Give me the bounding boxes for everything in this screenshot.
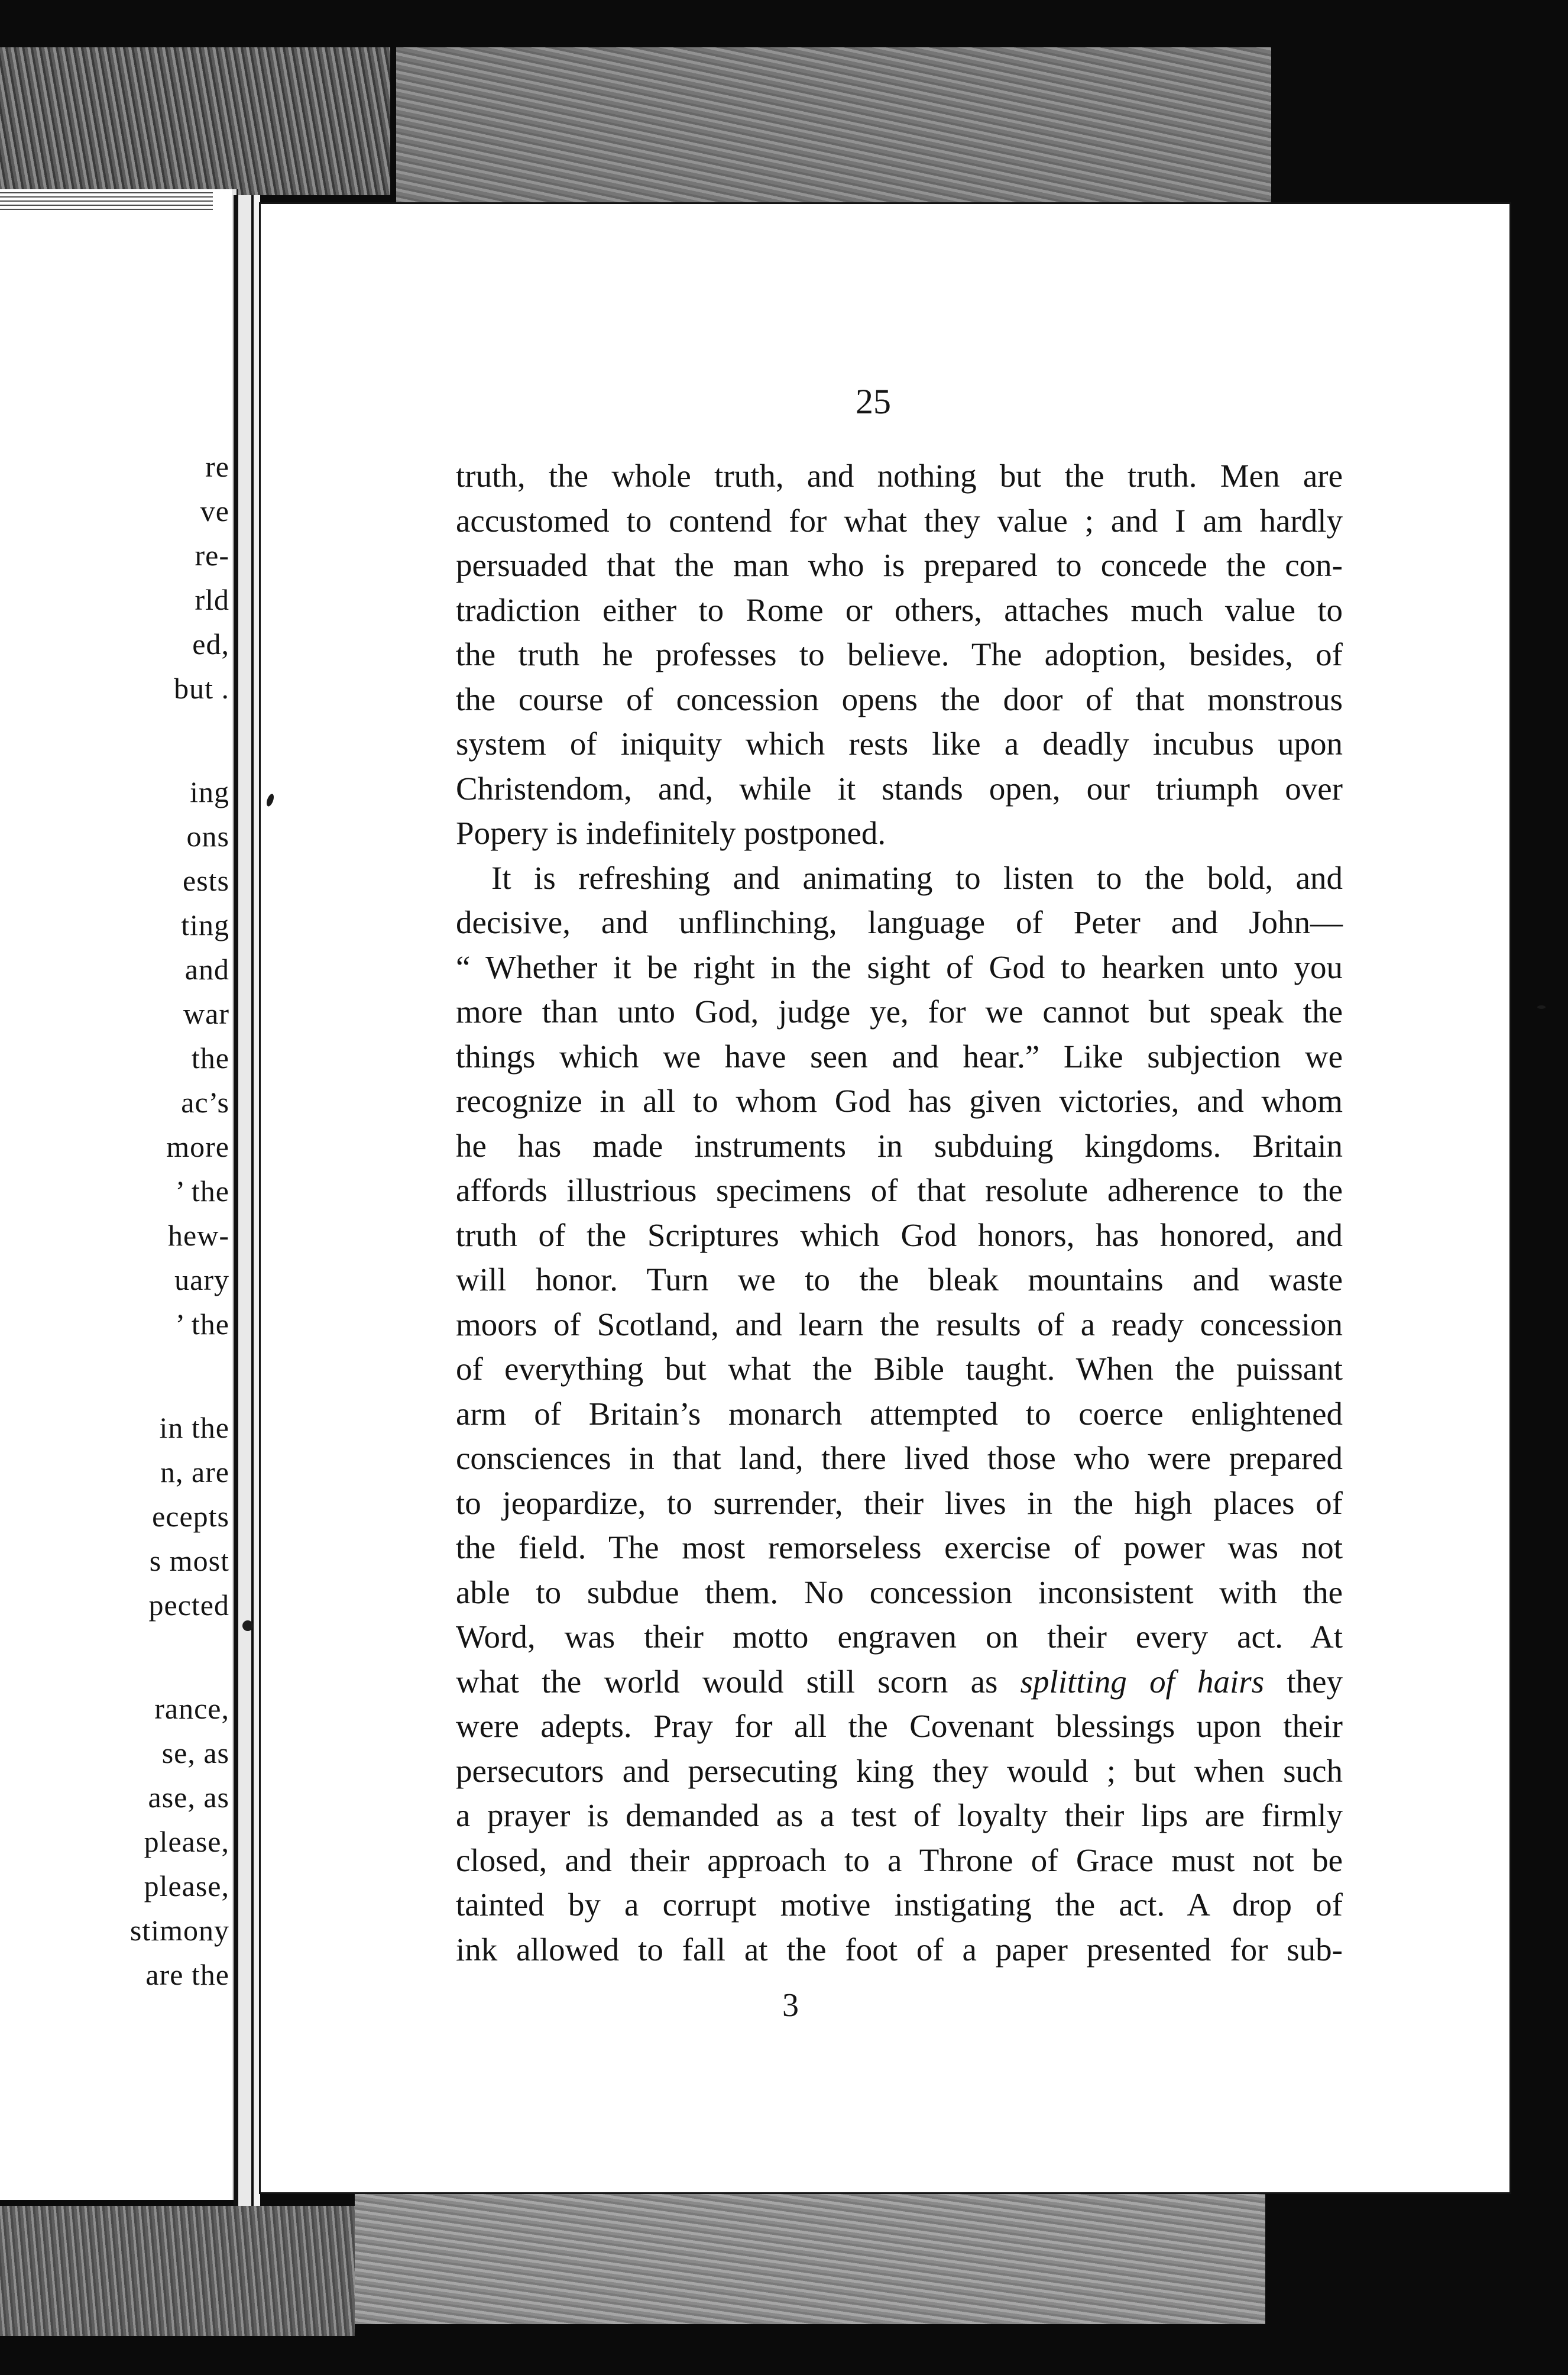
left-text-fragment: ac’s — [181, 1086, 229, 1119]
left-text-fragment: re — [205, 450, 229, 483]
left-text-fragment: the — [191, 1041, 229, 1075]
text-line-content: more than unto God, judge ye, for we cannot but speak the — [456, 994, 1343, 1030]
text-line — [456, 721, 1343, 766]
text-line-content: truth of the Scriptures which God honors, has honored, and — [456, 1216, 1343, 1253]
text-line-content: the field. The most remorseless exercise of power was not — [456, 1529, 1343, 1565]
text-line — [456, 588, 1343, 633]
text-line-content: truth, the whole truth, and nothing but the truth. Men are — [456, 458, 1343, 494]
text-line — [456, 1302, 1343, 1347]
left-text-fragment: ecepts — [152, 1500, 229, 1533]
text-line-content: tradiction either to Rome or others, attaches much value to — [456, 591, 1343, 628]
page-edges — [0, 189, 213, 213]
left-text-fragment: pected — [148, 1588, 229, 1622]
text-line — [456, 1659, 1343, 1704]
text-line-content: It is refreshing and animating to listen to the bold, and — [491, 859, 1343, 896]
italic-phrase: splitting of hairs — [1020, 1663, 1265, 1700]
text-line — [456, 1525, 1343, 1570]
left-text-fragment: se, as — [161, 1736, 229, 1769]
text-line — [456, 1168, 1343, 1213]
text-line — [456, 1749, 1343, 1794]
text-line-content: closed, and their approach to a Throne of Grace must not be — [456, 1842, 1343, 1878]
binding-board-bottom — [355, 2188, 1265, 2324]
text-line-content: Popery is indefinitely postponed. — [456, 815, 886, 851]
left-text-fragment: ing — [190, 775, 229, 808]
text-line — [456, 543, 1343, 588]
left-text-fragment: please, — [144, 1869, 229, 1902]
left-text-fragment: but . — [174, 672, 229, 705]
text-line-content: able to subdue them. No concession inconsistent with the — [456, 1574, 1343, 1610]
left-text-fragment: in the — [159, 1411, 229, 1444]
text-line-content: what the world would still scorn as — [456, 1663, 1021, 1700]
text-line — [456, 1436, 1343, 1481]
text-line — [456, 1347, 1343, 1392]
ink-speck — [242, 1620, 253, 1631]
text-line-content: a prayer is demanded as a test of loyalty their lips are firmly — [456, 1797, 1343, 1833]
text-line — [456, 677, 1343, 722]
left-text-fragment: stimony — [129, 1914, 229, 1947]
text-line-content: the course of concession opens the door of that monstrous — [456, 681, 1343, 717]
text-line — [456, 945, 1343, 990]
text-line — [456, 1882, 1343, 1927]
left-text-fragment: ests — [183, 864, 229, 897]
book-gutter — [234, 195, 260, 2206]
left-text-fragment: war — [183, 997, 229, 1030]
left-text-fragment: ed, — [192, 627, 229, 661]
left-text-fragment: re- — [195, 539, 229, 572]
binding-board-top-left — [0, 47, 390, 195]
text-line — [456, 1392, 1343, 1436]
text-line-content: Christendom, and, while it stands open, our triumph over — [456, 770, 1343, 807]
left-text-fragment: more — [166, 1130, 229, 1163]
text-line-content: he has made instruments in subduing kingdoms. Britain — [456, 1127, 1343, 1164]
text-line-content: system of iniquity which rests like a deadly incubus upon — [456, 726, 1343, 762]
text-line — [456, 1079, 1343, 1124]
left-text-fragment: ’ the — [175, 1308, 229, 1341]
left-text-fragment: please, — [144, 1825, 229, 1858]
left-text-fragment: ase, as — [148, 1781, 229, 1814]
left-text-fragment: rance, — [154, 1692, 229, 1725]
text-line — [456, 766, 1343, 811]
signature-mark: 3 — [782, 1987, 799, 2024]
text-line-content: Word, was their motto engraven on their every act. At — [456, 1619, 1343, 1655]
text-line-content: affords illustrious specimens of that resolute adherence to the — [456, 1172, 1343, 1208]
text-line — [456, 1034, 1343, 1079]
text-line — [456, 1481, 1343, 1526]
text-line-content: tainted by a corrupt motive instigating the act. A drop of — [456, 1887, 1343, 1923]
text-line — [456, 856, 1343, 901]
text-line — [456, 1793, 1343, 1838]
text-line — [456, 1704, 1343, 1749]
left-text-fragment: ons — [186, 820, 229, 853]
text-line-content: were adepts. Pray for all the Covenant blessings upon their — [456, 1708, 1343, 1744]
left-text-fragment: n, are — [160, 1455, 229, 1489]
text-line — [456, 900, 1343, 945]
left-text-fragment: rld — [195, 583, 229, 616]
text-line — [456, 1614, 1343, 1659]
text-line — [456, 632, 1343, 677]
text-line-tail: they — [1264, 1663, 1343, 1700]
binding-board-top — [396, 47, 1271, 213]
text-line — [456, 1570, 1343, 1615]
text-line-content: of everything but what the Bible taught. When the puissant — [456, 1351, 1343, 1387]
text-line-content: things which we have seen and hear.” Like subjection we — [456, 1038, 1343, 1075]
text-line-content: to jeopardize, to surrender, their lives in the high places of — [456, 1484, 1343, 1521]
text-line-content: arm of Britain’s monarch attempted to coerce enlightened — [456, 1395, 1343, 1432]
text-line — [456, 1927, 1343, 1972]
right-page — [259, 202, 1511, 2194]
text-line — [456, 1213, 1343, 1258]
text-line-content: persecutors and persecuting king they would ; but when such — [456, 1752, 1343, 1789]
text-line-content: the truth he professes to believe. The adoption, besides, of — [456, 636, 1343, 672]
left-text-fragment: hew- — [168, 1219, 229, 1252]
text-line — [456, 499, 1343, 543]
left-facing-page — [0, 189, 238, 2200]
left-text-fragment: and — [184, 953, 229, 986]
body-text — [456, 454, 1343, 1972]
text-line-content: ink allowed to fall at the foot of a paper presented for sub- — [456, 1931, 1343, 1968]
left-text-fragment: ting — [181, 908, 229, 941]
left-text-fragment: are the — [145, 1958, 229, 1991]
page-number: 25 — [856, 382, 891, 421]
text-line-content: recognize in all to whom God has given victories, and whom — [456, 1083, 1343, 1119]
text-line — [456, 1838, 1343, 1883]
ink-speck — [1537, 1005, 1546, 1009]
text-line — [456, 989, 1343, 1034]
text-line-content: will honor. Turn we to the bleak mountains and waste — [456, 1261, 1343, 1297]
text-line-content: accustomed to contend for what they value ; and I am hardly — [456, 502, 1343, 539]
text-line — [456, 454, 1343, 499]
text-line-content: “ Whether it be right in the sight of God to hearken unto you — [456, 949, 1343, 985]
text-line-content: moors of Scotland, and learn the results of a ready concession — [456, 1306, 1343, 1342]
binding-board-bottom-left — [0, 2206, 355, 2336]
left-text-fragment: s most — [149, 1544, 229, 1577]
text-line-content: consciences in that land, there lived those who were prepared — [456, 1440, 1343, 1476]
left-text-fragment: ’ the — [175, 1174, 229, 1208]
left-text-fragment: ve — [200, 494, 229, 528]
text-line-content: persuaded that the man who is prepared to concede the con- — [456, 547, 1343, 583]
text-line — [456, 1124, 1343, 1169]
text-line — [456, 811, 1343, 856]
text-line — [456, 1257, 1343, 1302]
left-text-fragment: uary — [174, 1263, 229, 1296]
text-line-content: decisive, and unflinching, language of Peter and John— — [456, 904, 1343, 940]
